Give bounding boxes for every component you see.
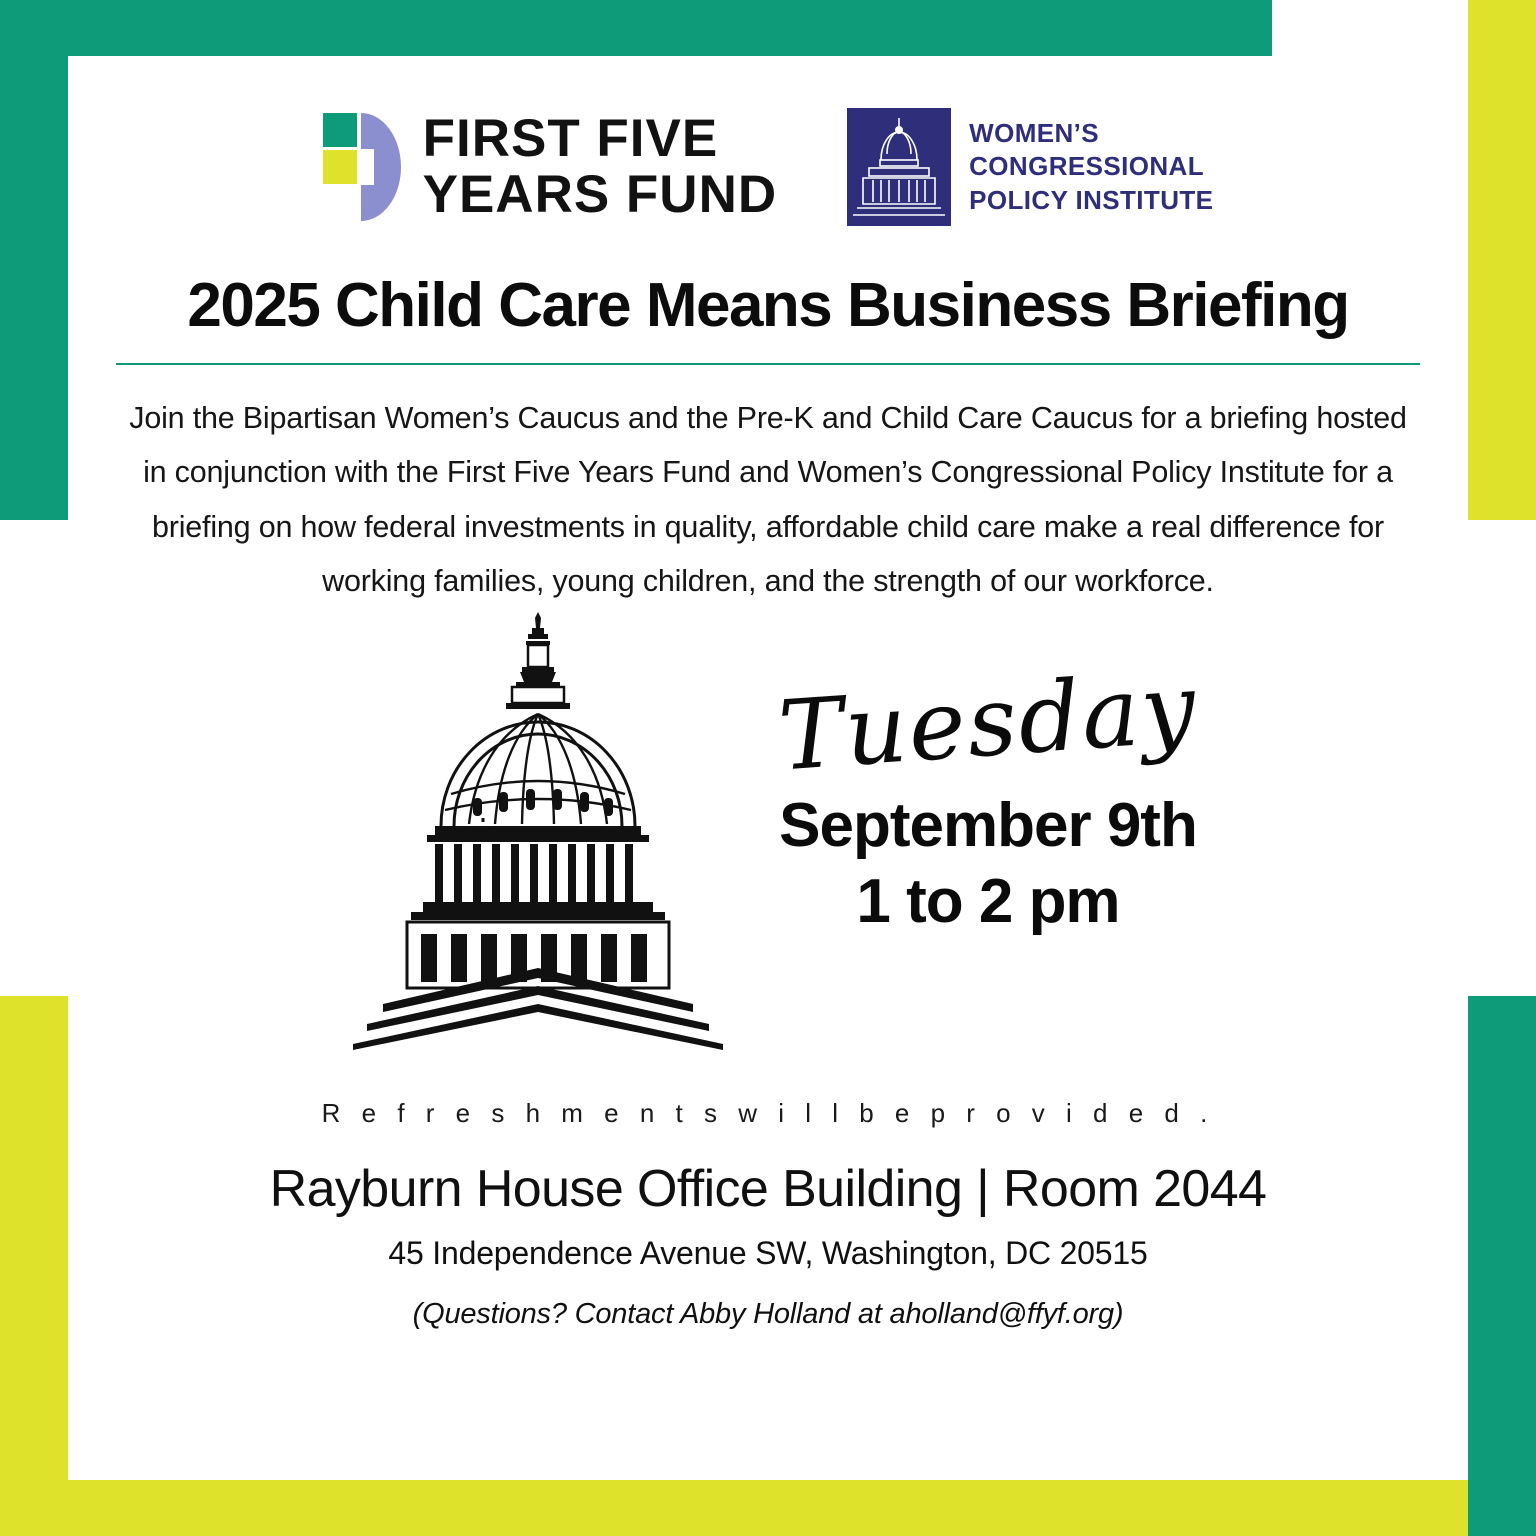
ffyf-wordmark (422, 108, 778, 224)
wcpi-wordmark (969, 117, 1213, 217)
decorative-band-right-yellow (1468, 0, 1536, 520)
ffyf-wordmark-line2: YEARS FUND (422, 165, 778, 224)
title-divider (116, 363, 1420, 365)
contact-note: (Questions? Contact Abby Holland at aholland@ffyf.org) (412, 1298, 1124, 1331)
event-date-block (753, 612, 1223, 939)
wcpi-wordmark-line2: CONGRESSIONAL (969, 151, 1205, 182)
first-five-years-fund-logo (323, 108, 778, 224)
ffyf-yellow-square-icon (323, 150, 357, 184)
illustration-and-date-section (68, 612, 1468, 1082)
decorative-band-bottom-yellow (68, 1480, 1468, 1536)
ffyf-green-square-icon (323, 113, 357, 147)
ffyf-notch-icon (361, 149, 374, 185)
refreshments-note: R e f r e s h m e n t s w i l l b e p r o v i d e d . (321, 1098, 1215, 1129)
ffyf-logo-icon (323, 113, 401, 221)
decorative-band-left-green (0, 0, 68, 520)
decorative-band-right-green (1468, 996, 1536, 1536)
decorative-band-top-green (0, 0, 1272, 56)
venue-name: Rayburn House Office Building | Room 2044 (269, 1160, 1267, 1219)
event-date: September 9th (779, 791, 1197, 861)
womens-congressional-policy-institute-logo (847, 108, 1213, 226)
wcpi-capitol-icon (847, 108, 951, 226)
page-title: 2025 Child Care Means Business Briefing (187, 271, 1349, 340)
flyer-content (68, 56, 1468, 1480)
venue-address: 45 Independence Avenue SW, Washington, DC 20515 (388, 1235, 1148, 1272)
event-day: Tuesday (775, 651, 1201, 793)
decorative-band-left-yellow (0, 996, 68, 1536)
wcpi-wordmark-line3: POLICY INSTITUTE (969, 184, 1214, 215)
logo-row (68, 56, 1468, 226)
intro-paragraph: Join the Bipartisan Women’s Caucus and the Pre-K and Child Care Caucus for a briefing hosted in conjunction with the First Five Years Fund and Women’s Congressional Policy Institute for a briefing on how federal investments in quality, affordable child care make a real difference for working families, young children, and the strength of our workforce. (129, 401, 1407, 598)
us-capitol-dome-illustration (323, 612, 753, 1082)
event-time: 1 to 2 pm (856, 866, 1120, 936)
ffyf-wordmark-line1: FIRST FIVE (422, 108, 719, 168)
wcpi-wordmark-line1: WOMEN’S (969, 118, 1100, 149)
